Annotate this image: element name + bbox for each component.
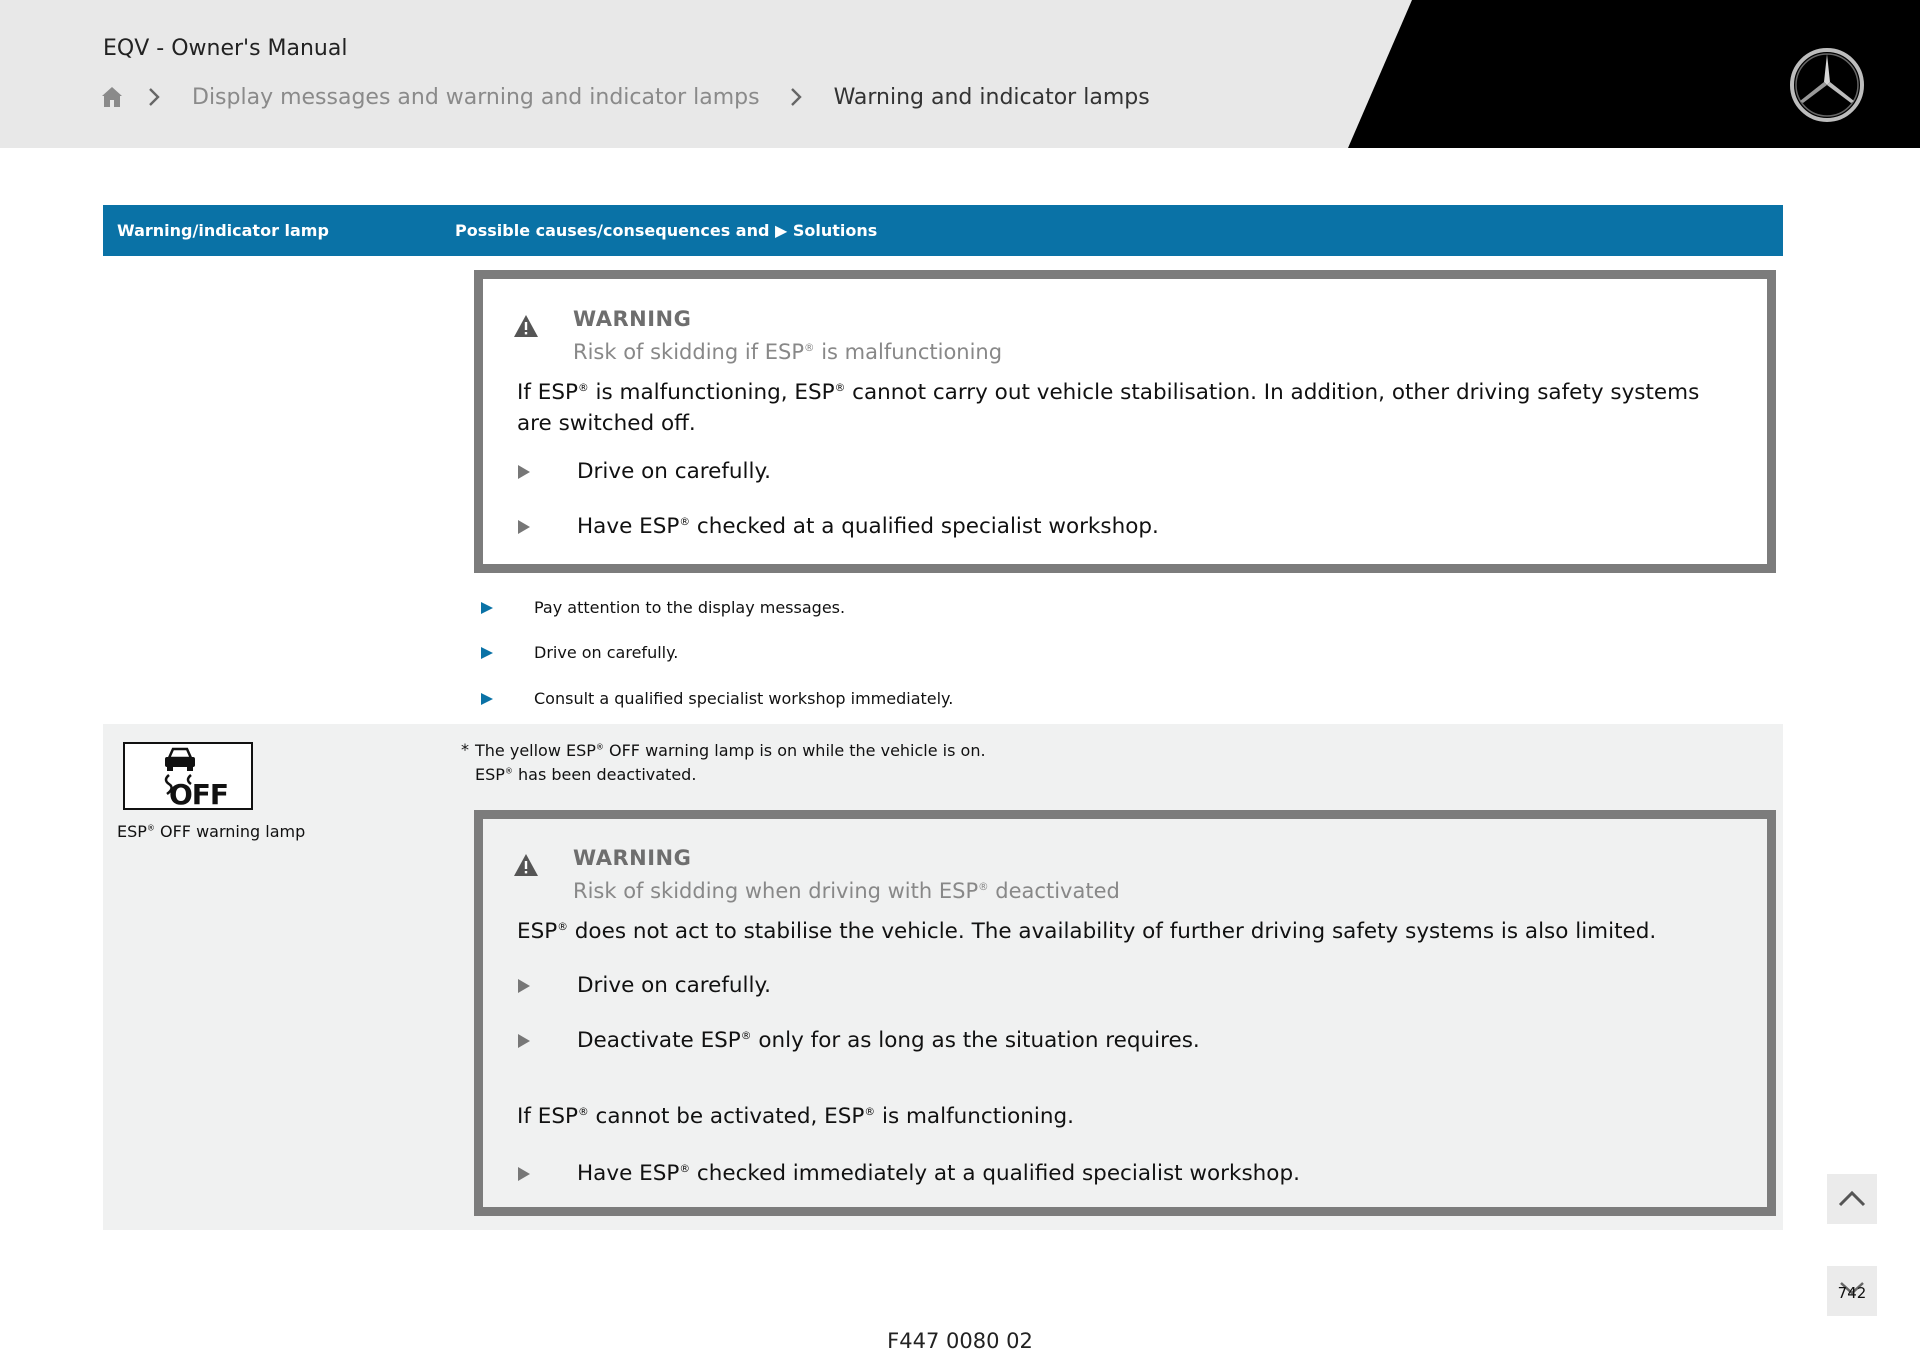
play-triangle-icon	[517, 1033, 531, 1049]
table-header	[103, 205, 1783, 256]
home-icon[interactable]	[100, 85, 124, 109]
warning-title: WARNING	[573, 307, 692, 331]
breadcrumb-parent-link[interactable]: Display messages and warning and indicator lamps	[192, 84, 760, 110]
chevron-right-icon	[146, 86, 162, 108]
step-drive-carefully: Drive on carefully.	[517, 459, 771, 484]
breadcrumb-current: Warning and indicator lamps	[833, 84, 1150, 110]
chevron-right-icon	[788, 86, 804, 108]
warning-triangle-icon	[513, 314, 539, 338]
list-item: Drive on carefully.	[480, 643, 678, 662]
scroll-up-button[interactable]	[1827, 1174, 1877, 1224]
lamp-off-text: OFF	[169, 778, 229, 811]
note-lamp-on: The yellow ESP® OFF warning lamp is on while the vehicle is on.	[475, 741, 986, 760]
page-header	[0, 0, 1920, 148]
play-triangle-icon	[517, 1166, 531, 1182]
page-number: 742	[1837, 1284, 1867, 1302]
note-esp-deactivated: ESP® has been deactivated.	[475, 765, 697, 784]
breadcrumb	[100, 82, 1150, 112]
step-drive-carefully: Drive on carefully.	[517, 973, 771, 998]
footnote-asterisk: *	[461, 740, 469, 759]
step-have-esp-checked: Have ESP® checked at a qualified specialist workshop.	[517, 514, 1159, 539]
blue-triangle-icon	[480, 601, 494, 615]
list-item: Consult a qualified specialist workshop immediately.	[480, 689, 953, 708]
play-triangle-icon	[517, 519, 531, 535]
warning-subtitle: Risk of skidding when driving with ESP® deactivated	[573, 879, 1120, 903]
warning-triangle-icon	[513, 853, 539, 877]
warning-body: ESP® does not act to stabilise the vehicle. The availability of further driving safety systems is also limited.	[517, 919, 1657, 944]
warning-box-esp-malfunction	[474, 270, 1776, 573]
esp-off-lamp-symbol	[123, 742, 253, 810]
warning-body: If ESP® is malfunctioning, ESP® cannot carry out vehicle stabilisation. In addition, other driving safety systems are switched off.	[517, 380, 1700, 436]
lamp-label: ESP® OFF warning lamp	[117, 822, 306, 841]
document-title: EQV - Owner's Manual	[103, 36, 348, 61]
mercedes-star-logo	[1788, 46, 1866, 124]
play-triangle-icon	[517, 978, 531, 994]
chevron-up-icon	[1827, 1174, 1877, 1224]
column-header-causes: Possible causes/consequences and ▶ Solutions	[455, 221, 878, 240]
column-header-lamp: Warning/indicator lamp	[117, 221, 329, 240]
play-triangle-icon	[517, 464, 531, 480]
blue-triangle-icon	[480, 692, 494, 706]
warning-title: WARNING	[573, 846, 692, 870]
warning-subtitle: Risk of skidding if ESP® is malfunctioning	[573, 340, 1003, 364]
list-item: Pay attention to the display messages.	[480, 598, 845, 617]
warning-body-secondary: If ESP® cannot be activated, ESP® is malfunctioning.	[517, 1104, 1074, 1129]
figure-code: F447 0080 02	[887, 1329, 1033, 1353]
header-black-panel	[0, 0, 1920, 148]
step-deactivate-esp: Deactivate ESP® only for as long as the situation requires.	[517, 1028, 1200, 1053]
step-have-esp-checked-immediately: Have ESP® checked immediately at a qualified specialist workshop.	[517, 1161, 1300, 1186]
warning-box-esp-deactivated	[474, 810, 1776, 1216]
blue-triangle-icon	[480, 646, 494, 660]
